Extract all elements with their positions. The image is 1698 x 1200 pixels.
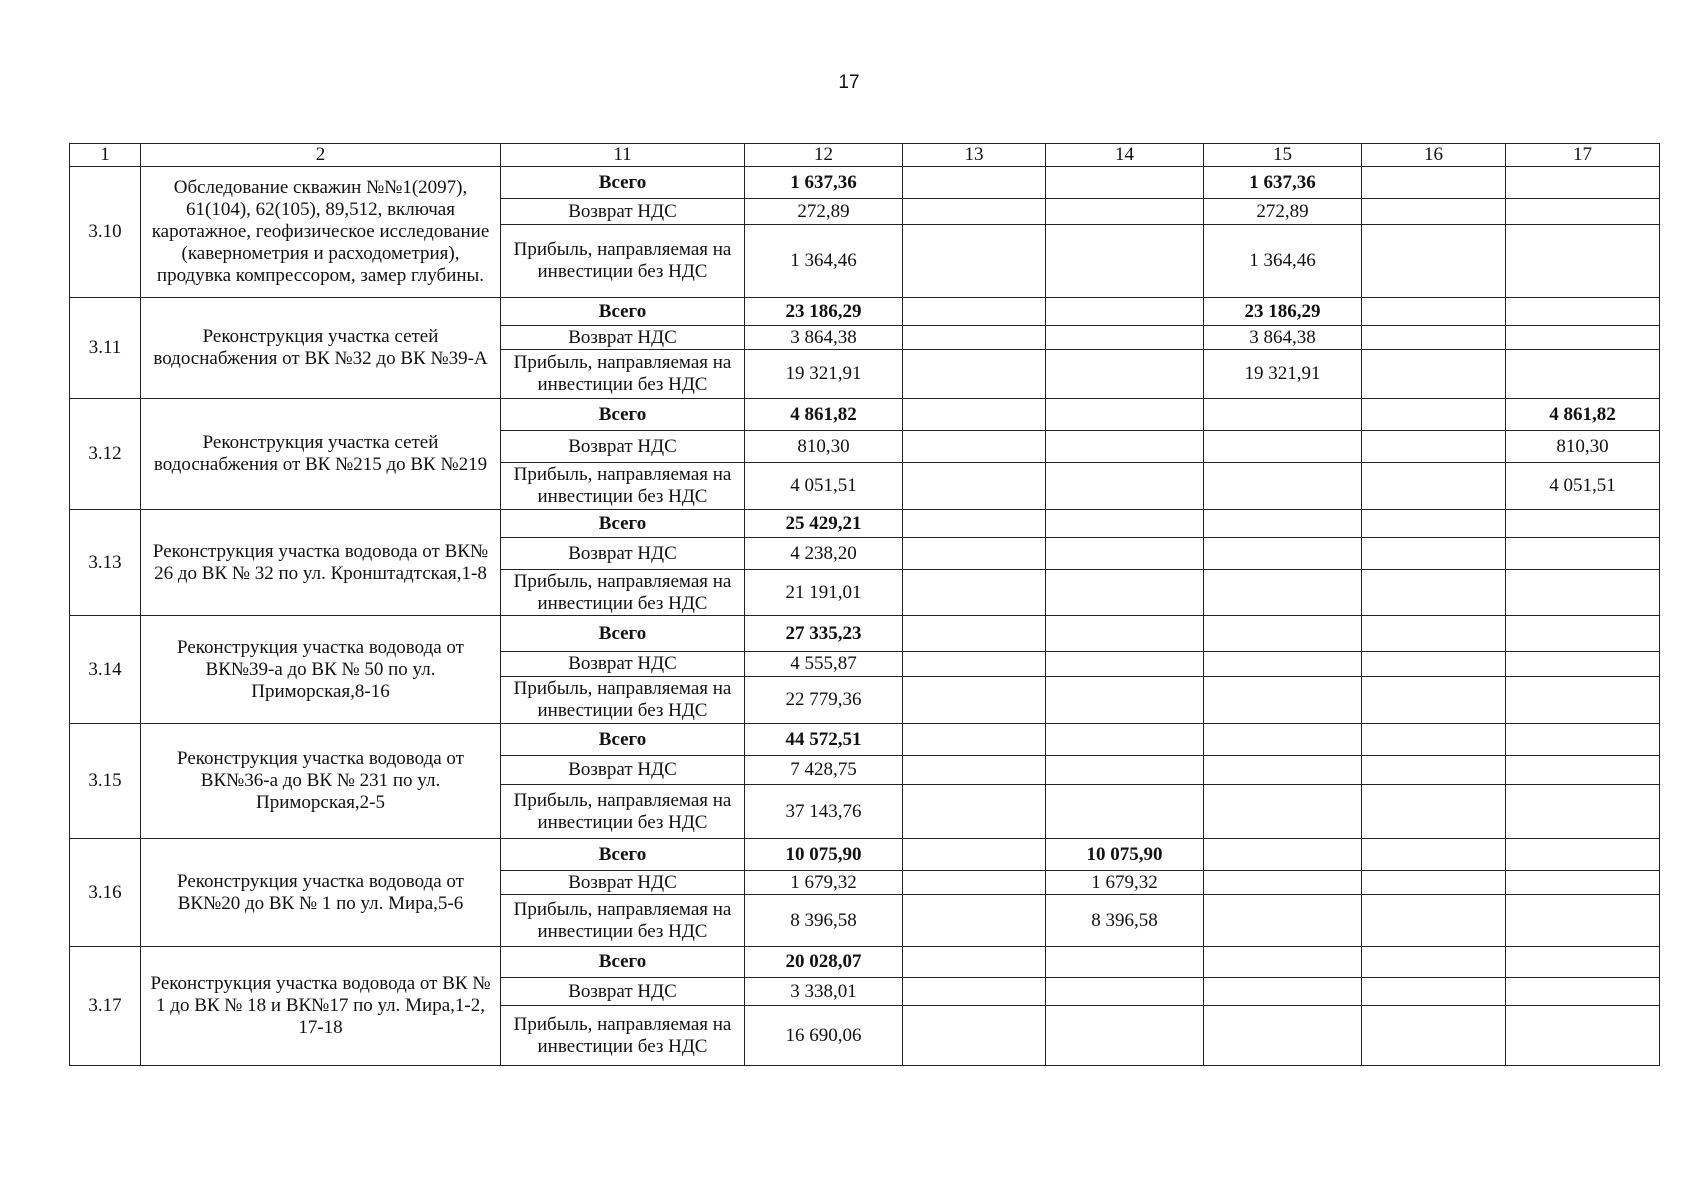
value-cell [903, 724, 1046, 756]
value-cell [1204, 895, 1362, 947]
value-cell [1204, 978, 1362, 1006]
item-name: Реконструкция участка сетей водоснабжения от ВК №32 до ВК №39-А [141, 298, 501, 399]
value-cell: 4 555,87 [745, 652, 903, 677]
value-cell [903, 652, 1046, 677]
value-cell [1506, 199, 1660, 225]
line-label: Возврат НДС [501, 538, 745, 570]
column-header: 15 [1204, 144, 1362, 167]
value-cell [1362, 724, 1506, 756]
value-cell: 8 396,58 [745, 895, 903, 947]
value-cell [1204, 947, 1362, 978]
item-name: Обследование скважин №№1(2097), 61(104), 62(105), 89,512, включая каротажное, геофизическое исследование (кавернометрия и расходометрия), продувка компрессором, замер глубины. [141, 167, 501, 298]
value-cell [1046, 350, 1204, 399]
column-header: 12 [745, 144, 903, 167]
value-cell: 21 191,01 [745, 570, 903, 616]
value-cell [1362, 510, 1506, 538]
value-cell: 1 679,32 [745, 871, 903, 895]
value-cell [1506, 225, 1660, 298]
value-cell: 20 028,07 [745, 947, 903, 978]
value-cell [1362, 463, 1506, 510]
value-cell [1506, 167, 1660, 199]
value-cell [1046, 167, 1204, 199]
value-cell [1046, 785, 1204, 839]
value-cell [903, 399, 1046, 431]
value-cell [1506, 350, 1660, 399]
value-cell: 1 364,46 [745, 225, 903, 298]
page-number: 17 [838, 72, 860, 93]
value-cell: 4 238,20 [745, 538, 903, 570]
value-cell [1506, 298, 1660, 326]
value-cell: 3 864,38 [1204, 326, 1362, 350]
line-label: Возврат НДС [501, 978, 745, 1006]
value-cell: 1 637,36 [1204, 167, 1362, 199]
value-cell [1362, 756, 1506, 785]
value-cell [1362, 350, 1506, 399]
value-cell [1046, 298, 1204, 326]
value-cell [1506, 756, 1660, 785]
value-cell [903, 199, 1046, 225]
line-label: Всего [501, 724, 745, 756]
value-cell [1204, 431, 1362, 463]
column-header: 16 [1362, 144, 1506, 167]
value-cell [903, 616, 1046, 652]
item-number: 3.10 [70, 167, 141, 298]
table-body [70, 144, 1660, 1066]
value-cell: 10 075,90 [745, 839, 903, 871]
line-label: Прибыль, направляемая на инвестиции без НДС [501, 463, 745, 510]
value-cell [1362, 785, 1506, 839]
item-name: Реконструкция участка сетей водоснабжения от ВК №215 до ВК №219 [141, 399, 501, 510]
line-label: Возврат НДС [501, 326, 745, 350]
value-cell: 810,30 [745, 431, 903, 463]
value-cell [1046, 1006, 1204, 1066]
value-cell [1046, 326, 1204, 350]
value-cell [1506, 677, 1660, 724]
value-cell [1204, 839, 1362, 871]
value-cell: 44 572,51 [745, 724, 903, 756]
value-cell [1204, 756, 1362, 785]
value-cell [1204, 785, 1362, 839]
value-cell [903, 871, 1046, 895]
value-cell [1362, 616, 1506, 652]
value-cell [1362, 947, 1506, 978]
column-header: 2 [141, 144, 501, 167]
value-cell [1362, 677, 1506, 724]
value-cell [903, 298, 1046, 326]
value-cell [903, 326, 1046, 350]
value-cell [1506, 652, 1660, 677]
column-header: 11 [501, 144, 745, 167]
value-cell [903, 463, 1046, 510]
value-cell [1362, 652, 1506, 677]
line-label: Возврат НДС [501, 871, 745, 895]
value-cell [1506, 538, 1660, 570]
value-cell [903, 895, 1046, 947]
line-label: Прибыль, направляемая на инвестиции без НДС [501, 677, 745, 724]
line-label: Возврат НДС [501, 199, 745, 225]
value-cell [1046, 652, 1204, 677]
value-cell [1506, 326, 1660, 350]
value-cell [1506, 947, 1660, 978]
item-name: Реконструкция участка водовода от ВК№39-а до ВК № 50 по ул. Приморская,8-16 [141, 616, 501, 724]
value-cell: 4 861,82 [745, 399, 903, 431]
value-cell: 3 338,01 [745, 978, 903, 1006]
value-cell [1506, 1006, 1660, 1066]
item-name: Реконструкция участка водовода от ВК № 1 до ВК № 18 и ВК№17 по ул. Мира,1-2, 17-18 [141, 947, 501, 1066]
value-cell [903, 1006, 1046, 1066]
value-cell: 19 321,91 [1204, 350, 1362, 399]
column-header: 13 [903, 144, 1046, 167]
value-cell [1362, 326, 1506, 350]
value-cell [1046, 756, 1204, 785]
value-cell [1046, 431, 1204, 463]
line-label: Прибыль, направляемая на инвестиции без НДС [501, 225, 745, 298]
value-cell [903, 350, 1046, 399]
table-row [70, 167, 1660, 199]
value-cell [1204, 570, 1362, 616]
table-row [70, 839, 1660, 871]
value-cell [1046, 616, 1204, 652]
item-name: Реконструкция участка водовода от ВК№36-а до ВК № 231 по ул. Приморская,2-5 [141, 724, 501, 839]
value-cell [903, 510, 1046, 538]
value-cell [1046, 399, 1204, 431]
value-cell [1362, 298, 1506, 326]
value-cell [903, 431, 1046, 463]
value-cell: 19 321,91 [745, 350, 903, 399]
value-cell [1204, 871, 1362, 895]
table-row [70, 724, 1660, 756]
item-name: Реконструкция участка водовода от ВК№ 26 до ВК № 32 по ул. Кронштадтская,1-8 [141, 510, 501, 616]
value-cell [1046, 947, 1204, 978]
value-cell [1506, 570, 1660, 616]
value-cell [903, 785, 1046, 839]
item-number: 3.17 [70, 947, 141, 1066]
investment-table [69, 143, 1660, 1066]
value-cell [1204, 616, 1362, 652]
value-cell [1204, 399, 1362, 431]
value-cell [1046, 978, 1204, 1006]
value-cell [1046, 677, 1204, 724]
value-cell [1506, 978, 1660, 1006]
value-cell [903, 538, 1046, 570]
line-label: Возврат НДС [501, 431, 745, 463]
value-cell: 4 051,51 [1506, 463, 1660, 510]
value-cell [903, 677, 1046, 724]
value-cell [1362, 399, 1506, 431]
item-number: 3.15 [70, 724, 141, 839]
line-label: Прибыль, направляемая на инвестиции без НДС [501, 785, 745, 839]
value-cell [1506, 895, 1660, 947]
value-cell [1204, 463, 1362, 510]
item-number: 3.14 [70, 616, 141, 724]
value-cell [903, 756, 1046, 785]
value-cell: 23 186,29 [745, 298, 903, 326]
column-header: 1 [70, 144, 141, 167]
column-header: 17 [1506, 144, 1660, 167]
value-cell [1362, 570, 1506, 616]
value-cell: 22 779,36 [745, 677, 903, 724]
value-cell: 1 637,36 [745, 167, 903, 199]
value-cell [1204, 538, 1362, 570]
value-cell [903, 167, 1046, 199]
item-number: 3.13 [70, 510, 141, 616]
value-cell: 1 679,32 [1046, 871, 1204, 895]
value-cell: 37 143,76 [745, 785, 903, 839]
value-cell: 272,89 [1204, 199, 1362, 225]
line-label: Всего [501, 510, 745, 538]
value-cell: 1 364,46 [1204, 225, 1362, 298]
value-cell [1204, 1006, 1362, 1066]
value-cell [1506, 724, 1660, 756]
value-cell: 25 429,21 [745, 510, 903, 538]
value-cell [1046, 510, 1204, 538]
value-cell: 810,30 [1506, 431, 1660, 463]
value-cell [1046, 570, 1204, 616]
value-cell [903, 225, 1046, 298]
value-cell [1204, 652, 1362, 677]
value-cell [1362, 839, 1506, 871]
value-cell: 16 690,06 [745, 1006, 903, 1066]
value-cell [1362, 871, 1506, 895]
value-cell: 8 396,58 [1046, 895, 1204, 947]
value-cell [1046, 199, 1204, 225]
line-label: Прибыль, направляемая на инвестиции без НДС [501, 350, 745, 399]
value-cell [1362, 199, 1506, 225]
value-cell [1204, 677, 1362, 724]
value-cell [1362, 978, 1506, 1006]
table-row [70, 298, 1660, 326]
value-cell [1362, 895, 1506, 947]
table-row [70, 510, 1660, 538]
line-label: Всего [501, 399, 745, 431]
item-number: 3.16 [70, 839, 141, 947]
value-cell: 3 864,38 [745, 326, 903, 350]
line-label: Всего [501, 167, 745, 199]
value-cell: 10 075,90 [1046, 839, 1204, 871]
column-header-row [70, 144, 1660, 167]
value-cell [903, 839, 1046, 871]
value-cell [1362, 538, 1506, 570]
value-cell [1362, 167, 1506, 199]
value-cell [1362, 431, 1506, 463]
value-cell [1506, 785, 1660, 839]
line-label: Прибыль, направляемая на инвестиции без НДС [501, 570, 745, 616]
line-label: Всего [501, 839, 745, 871]
table-row [70, 616, 1660, 652]
item-name: Реконструкция участка водовода от ВК№20 до ВК № 1 по ул. Мира,5-6 [141, 839, 501, 947]
value-cell: 7 428,75 [745, 756, 903, 785]
value-cell: 4 861,82 [1506, 399, 1660, 431]
value-cell [903, 947, 1046, 978]
line-label: Всего [501, 298, 745, 326]
line-label: Прибыль, направляемая на инвестиции без НДС [501, 895, 745, 947]
line-label: Всего [501, 616, 745, 652]
value-cell [1046, 538, 1204, 570]
line-label: Возврат НДС [501, 756, 745, 785]
column-header: 14 [1046, 144, 1204, 167]
value-cell [1506, 616, 1660, 652]
value-cell [1046, 724, 1204, 756]
value-cell [1204, 724, 1362, 756]
value-cell: 4 051,51 [745, 463, 903, 510]
value-cell [1506, 510, 1660, 538]
value-cell [1506, 871, 1660, 895]
table-row [70, 399, 1660, 431]
value-cell [1204, 510, 1362, 538]
value-cell [903, 978, 1046, 1006]
line-label: Прибыль, направляемая на инвестиции без НДС [501, 1006, 745, 1066]
item-number: 3.12 [70, 399, 141, 510]
line-label: Всего [501, 947, 745, 978]
value-cell [1362, 225, 1506, 298]
value-cell: 27 335,23 [745, 616, 903, 652]
table-row [70, 947, 1660, 978]
line-label: Возврат НДС [501, 652, 745, 677]
value-cell [1362, 1006, 1506, 1066]
value-cell: 23 186,29 [1204, 298, 1362, 326]
value-cell [1046, 463, 1204, 510]
item-number: 3.11 [70, 298, 141, 399]
value-cell [1046, 225, 1204, 298]
value-cell: 272,89 [745, 199, 903, 225]
value-cell [903, 570, 1046, 616]
value-cell [1506, 839, 1660, 871]
